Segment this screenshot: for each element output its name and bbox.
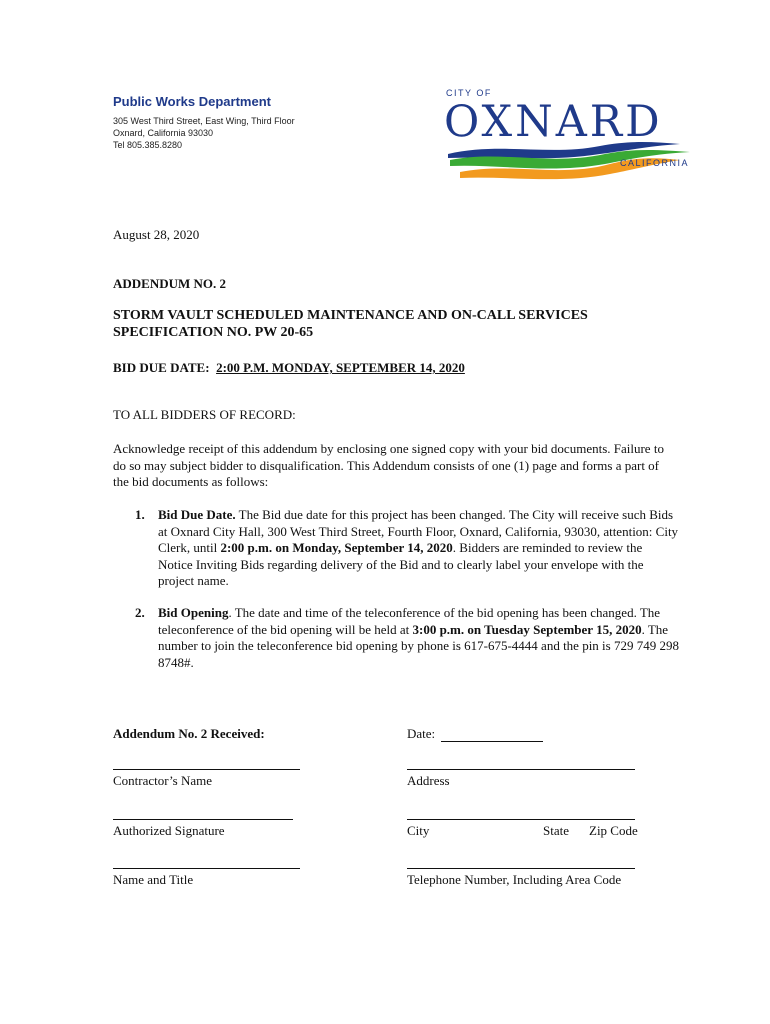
item-heading: Bid Opening: [158, 605, 229, 620]
item-number: 1.: [135, 507, 145, 522]
contractor-name-field[interactable]: [113, 757, 300, 774]
project-title-line2: SPECIFICATION NO. PW 20-65: [113, 325, 314, 340]
received-label: Addendum No. 2 Received:: [113, 726, 265, 741]
logo-city-of-text: CITY OF: [446, 88, 492, 98]
address-field[interactable]: [407, 757, 635, 774]
name-title-label: Name and Title: [113, 872, 194, 887]
authorized-signature-line[interactable]: [113, 807, 293, 820]
telephone-field[interactable]: [407, 856, 635, 873]
item-bold-date: 3:00 p.m. on Tuesday September 15, 2020: [412, 621, 642, 637]
letter-date: August 28, 2020: [113, 227, 200, 242]
address-label: Address: [407, 773, 450, 788]
city-label: City: [407, 823, 430, 838]
logo-california-text: CALIFORNIA: [620, 158, 690, 168]
department-address-line2: Oxnard, California 93030: [113, 128, 214, 138]
list-item: [135, 507, 680, 590]
project-title: [113, 307, 588, 341]
list-item: [135, 605, 680, 671]
department-name: Public Works Department: [113, 94, 271, 109]
zip-label: Zip Code: [589, 823, 638, 838]
item-body: [158, 605, 680, 671]
name-title-field[interactable]: [113, 856, 300, 873]
authorized-signature-field[interactable]: [113, 807, 293, 824]
salutation: TO ALL BIDDERS OF RECORD:: [113, 407, 296, 422]
date-label: Date:: [407, 726, 436, 741]
acknowledge-paragraph: Acknowledge receipt of this addendum by enclosing one signed copy with your bid documents. Failure to do so may subject bidder to disqualification. This Addendum consists of one (1) page and forms a part of the bid documents as follows:: [113, 441, 664, 489]
item-text-a: The Bid due date for this project has been changed. The City will receive such Bids at Oxnard City Hall, 300 West Third Street, Fourth Floor, Oxnard, California, 93030, attention: City Clerk, until: [158, 507, 679, 555]
contractor-name-label: Contractor’s Name: [113, 773, 213, 788]
bid-due-date: [113, 360, 465, 377]
department-phone: Tel 805.385.8280: [113, 140, 183, 150]
item-text-b: . The number to join the teleconference bid opening by phone is 617-675-4444 and the pin is 729 749 298 8748#.: [158, 621, 679, 670]
authorized-signature-label: Authorized Signature: [113, 823, 225, 838]
item-heading: Bid Due Date.: [158, 507, 236, 522]
department-block: [113, 94, 295, 151]
city-state-zip-line[interactable]: [407, 807, 635, 820]
item-number: 2.: [135, 605, 145, 620]
name-title-line[interactable]: [113, 856, 300, 869]
date-line[interactable]: [441, 728, 543, 742]
bid-due-label: BID DUE DATE:: [113, 360, 210, 375]
address-line[interactable]: [407, 757, 635, 770]
contractor-name-line[interactable]: [113, 757, 300, 770]
city-of-oxnard-logo: [440, 84, 700, 184]
item-bold-date: 2:00 p.m. on Monday, September 14, 2020: [220, 540, 453, 555]
item-text-b: . Bidders are reminded to review the Notice Inviting Bids regarding delivery of the Bid and to clearly label your envelope with the project name.: [158, 540, 644, 588]
logo-oxnard-text: OXNARD: [444, 97, 663, 147]
city-state-zip-field[interactable]: [407, 807, 635, 824]
item-text-a: . The date and time of the teleconference of the bid opening has been changed. The teleconference of the bid opening will be held at: [158, 605, 661, 637]
date-field[interactable]: [407, 726, 543, 742]
bid-due-value: 2:00 P.M. MONDAY, SEPTEMBER 14, 2020: [216, 360, 465, 375]
telephone-label: Telephone Number, Including Area Code: [407, 872, 622, 887]
department-address-line1: 305 West Third Street, East Wing, Third Floor: [113, 116, 295, 126]
telephone-line[interactable]: [407, 856, 635, 869]
item-body: [158, 507, 680, 590]
addendum-number: ADDENDUM NO. 2: [113, 276, 227, 291]
state-label: State: [543, 823, 569, 838]
project-title-line1: STORM VAULT SCHEDULED MAINTENANCE AND ON-CALL SERVICES: [113, 308, 588, 323]
